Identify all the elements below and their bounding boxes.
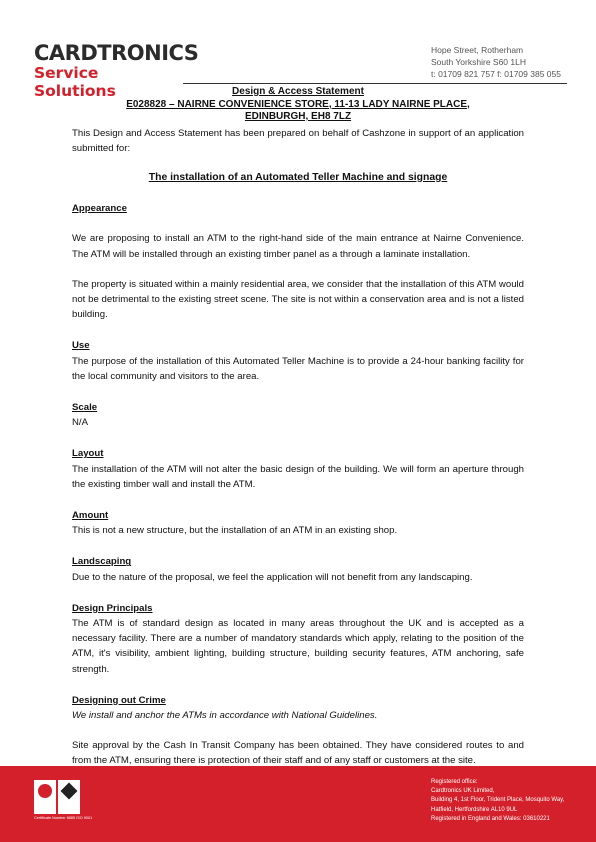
appearance-paragraph: The property is situated within a mainly residential area, we consider that the installation of this ATM would not be detrimental to the existing street scene. The site is not within a conservation area and is not a listed building. (72, 278, 524, 321)
registered-office-block (431, 778, 564, 824)
crime-italic-line: We install and anchor the ATMs in accordance with National Guidelines. (72, 709, 378, 721)
application-subtitle: The installation of an Automated Teller Machine and signage (148, 171, 448, 183)
registered-line: Cardtronics UK Limited, (431, 788, 495, 795)
use-paragraph: The purpose of the installation of this Automated Teller Machine is to provide a 24-hour banking facility for the local community and visitors to the area. (72, 355, 524, 382)
layout-paragraph: The installation of the ATM will not alter the basic design of the building. We will form an aperture through the existing timber wall and install the ATM. (72, 463, 524, 490)
landscaping-paragraph: Due to the nature of the proposal, we feel the application will not benefit from any landscaping. (72, 571, 473, 583)
certificate-caption: Certificate Number 8885 ISO 9001 (34, 816, 93, 820)
section-heading-landscaping: Landscaping (72, 556, 132, 568)
document-body (72, 86, 524, 769)
scqar-badge-icon (34, 780, 56, 814)
section-heading-design-principals: Design Principals (72, 602, 153, 614)
amount-paragraph: This is not a new structure, but the installation of an ATM in an existing shop. (72, 525, 398, 537)
section-heading-use: Use (72, 340, 90, 352)
registered-line: Hatfield, Hertfordshire AL10 9UL (431, 806, 518, 813)
section-heading-scale: Scale (72, 401, 98, 413)
section-heading-appearance: Appearance (72, 203, 127, 215)
document-title: Design & Access Statement (232, 86, 364, 97)
contact-line: t: 01709 821 757 f: 01709 385 055 (431, 69, 561, 79)
address-line: South Yorkshire S60 1LH (431, 57, 526, 67)
ukas-badge-icon (58, 780, 80, 814)
section-heading-layout: Layout (72, 448, 104, 460)
registered-line: Building 4, 1st Floor, Trident Place, Mosquito Way, (431, 797, 565, 804)
crime-paragraph: Site approval by the Cash In Transit Company has been obtained. They have considered routes to and from the ATM, ensuring there is protection of their staff and of any staff or customers at the site. (72, 740, 524, 767)
reference-line: E028828 – NAIRNE CONVENIENCE STORE, 11-13 LADY NAIRNE PLACE, (126, 98, 470, 110)
company-address (431, 44, 561, 80)
section-heading-amount: Amount (72, 509, 109, 521)
reference-line: EDINBURGH, EH8 7LZ (244, 111, 352, 122)
design-principals-paragraph: The ATM is of standard design as located in many areas throughout the UK and is accepted as a necessary facility. There are a number of mandatory standards which apply, relating to the position of the ATM, it's visibility, ambient lighting, building structure, building security features, ATM anchoring, safe strength. (72, 617, 524, 675)
appearance-paragraph: We are proposing to install an ATM to the right-hand side of the main entrance at Nairne Convenience. The ATM will be installed through an existing timber panel as a through a laminate installation. (72, 233, 524, 260)
document-title-block (72, 86, 524, 124)
header-divider (183, 83, 567, 84)
crown-emblem-icon (61, 783, 78, 800)
badge-emblem-icon (38, 784, 52, 798)
section-heading-designing-out-crime: Designing out Crime (72, 694, 166, 706)
intro-paragraph: This Design and Access Statement has been prepared on behalf of Cashzone in support of an application submitted for: (72, 127, 524, 154)
address-line: Hope Street, Rotherham (431, 45, 524, 55)
logo-tagline: Service Solutions (34, 64, 116, 100)
registered-line: Registered in England and Wales: 03610221 (431, 815, 550, 822)
logo-wordmark: CARDTRONICS (34, 41, 199, 65)
registered-line: Registered office: (431, 779, 478, 785)
scale-paragraph: N/A (72, 417, 88, 429)
